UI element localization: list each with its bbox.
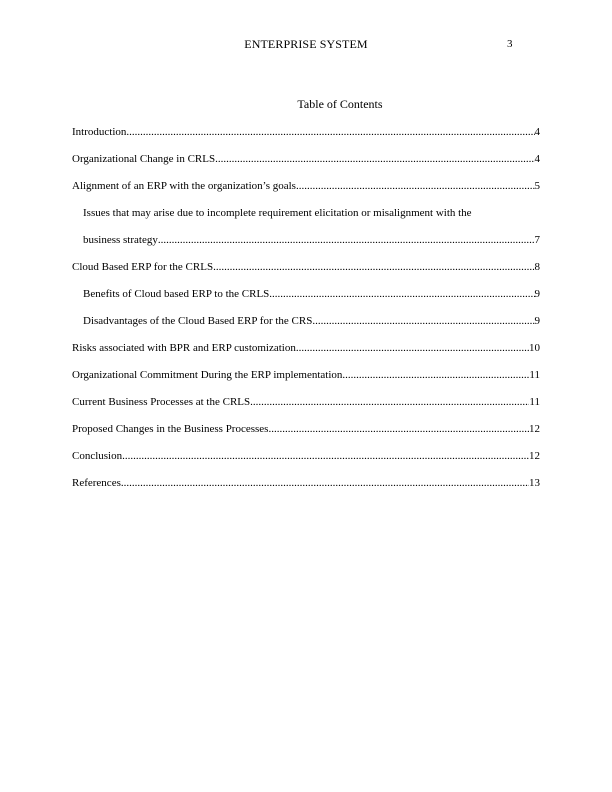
toc-dot-leader [342,362,529,389]
toc-entry-organizational-change[interactable] [72,146,540,173]
toc-dot-leader [121,470,529,497]
table-of-contents [72,119,540,497]
toc-dot-leader [213,254,534,281]
toc-entry-title-line2: business strategy [83,234,158,246]
toc-entry-conclusion[interactable] [72,443,540,470]
toc-entry-page: 11 [529,396,540,408]
toc-entry-commitment[interactable] [72,362,540,389]
toc-heading: Table of Contents [297,97,383,111]
toc-entry-title: Alignment of an ERP with the organization’s goals [72,180,296,192]
toc-entry-page: 4 [534,126,540,138]
toc-entry-benefits[interactable] [72,281,540,308]
page-number: 3 [507,38,513,50]
toc-entry-title: Conclusion [72,450,123,462]
toc-entry-page: 7 [534,234,540,246]
toc-dot-leader [158,227,535,254]
running-head-title: ENTERPRISE SYSTEM [244,37,368,51]
toc-dot-leader [122,443,529,470]
toc-entry-issues[interactable] [72,200,540,254]
toc-entry-page: 4 [534,153,540,165]
toc-entry-risks[interactable] [72,335,540,362]
toc-entry-page: 5 [534,180,540,192]
toc-entry-page: 11 [529,369,540,381]
toc-entry-title: Introduction [72,126,127,138]
toc-dot-leader [296,335,529,362]
toc-dot-leader [215,146,534,173]
toc-entry-title: Risks associated with BPR and ERP customization [72,342,296,354]
toc-entry-title: Organizational Commitment During the ERP implementation [72,369,343,381]
toc-entry-proposed-changes[interactable] [72,416,540,443]
toc-dot-leader [312,308,534,335]
toc-entry-title: Current Business Processes at the CRLS [72,396,251,408]
toc-entry-alignment[interactable] [72,173,540,200]
toc-entry-disadvantages[interactable] [72,308,540,335]
toc-entry-title: Disadvantages of the Cloud Based ERP for the CRS [83,315,313,327]
toc-entry-page: 12 [529,450,540,462]
toc-entry-page: 9 [534,315,540,327]
toc-entry-page: 8 [534,261,540,273]
toc-entry-cloud-erp[interactable] [72,254,540,281]
toc-dot-leader [126,119,534,146]
toc-dot-leader [250,389,529,416]
toc-entry-page: 10 [529,342,540,354]
toc-entry-page: 12 [529,423,540,435]
toc-entry-title: Proposed Changes in the Business Processes [72,423,269,435]
toc-entry-title: Cloud Based ERP for the CRLS [72,261,214,273]
toc-entry-references[interactable] [72,470,540,497]
toc-entry-page: 9 [534,288,540,300]
toc-entry-page: 13 [529,477,540,489]
toc-entry-title-line1: Issues that may arise due to incomplete requirement elicitation or misalignment with the [83,207,472,219]
toc-dot-leader [296,173,535,200]
toc-entry-introduction[interactable] [72,119,540,146]
toc-entry-current-processes[interactable] [72,389,540,416]
toc-entry-title: Organizational Change in CRLS [72,153,216,165]
toc-entry-title: References [72,477,121,489]
toc-entry-title: Benefits of Cloud based ERP to the CRLS [83,288,270,300]
toc-dot-leader [268,416,529,443]
toc-dot-leader [269,281,534,308]
